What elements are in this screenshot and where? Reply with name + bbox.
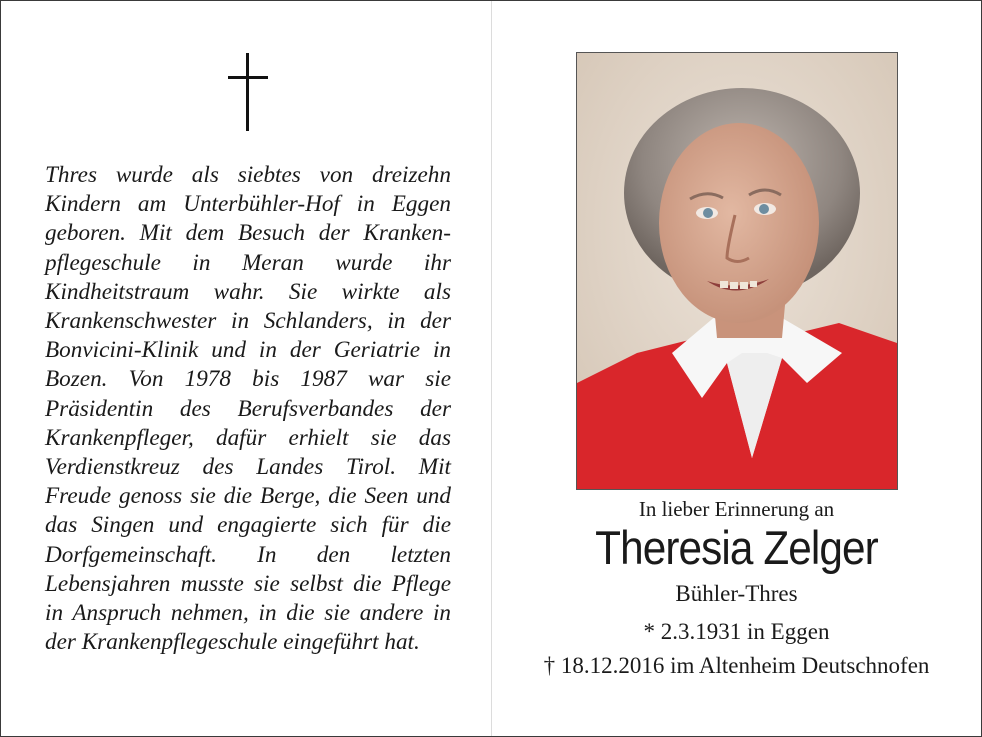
right-panel — [492, 1, 981, 736]
latin-cross-icon — [228, 53, 268, 131]
left-panel — [1, 1, 491, 736]
death-date: † 18.12.2016 im Altenheim Deutschnofen — [543, 653, 930, 678]
nickname: Bühler-Thres — [675, 581, 798, 606]
memory-line: In lieber Erinnerung an — [638, 497, 835, 521]
biography-text: Thres wurde als siebtes von dreizehn Kindern am Unterbühler-Hof in Eggen geboren. Mit dem Besuch der Krankenpflegeschule in Meran wurde ihr Kindheitstraum wahr. Sie wirkte als Krankenschwester in Schlanders, in der Bonvicini-Klinik und in der Geriatrie in Bozen. Von 1978 bis 1987 war sie Präsidentin des Berufsverbandes der Krankenpfleger, dafür erhielt sie das Verdienstkreuz des Landes Tirol. Mit Freude genoss sie die Berge, die Seen und das Singen und engagierte sich für die Dorfgemeinschaft. In den letzten Lebensjahren musste sie selbst die Pflege in Anspruch nehmen, in die sie andere in der Krankenpflegeschule eingeführt hat. — [45, 162, 451, 656]
birth-date: * 2.3.1931 in Eggen — [643, 619, 830, 644]
deceased-name: Theresia Zelger — [595, 521, 878, 574]
portrait-photo — [576, 52, 898, 490]
